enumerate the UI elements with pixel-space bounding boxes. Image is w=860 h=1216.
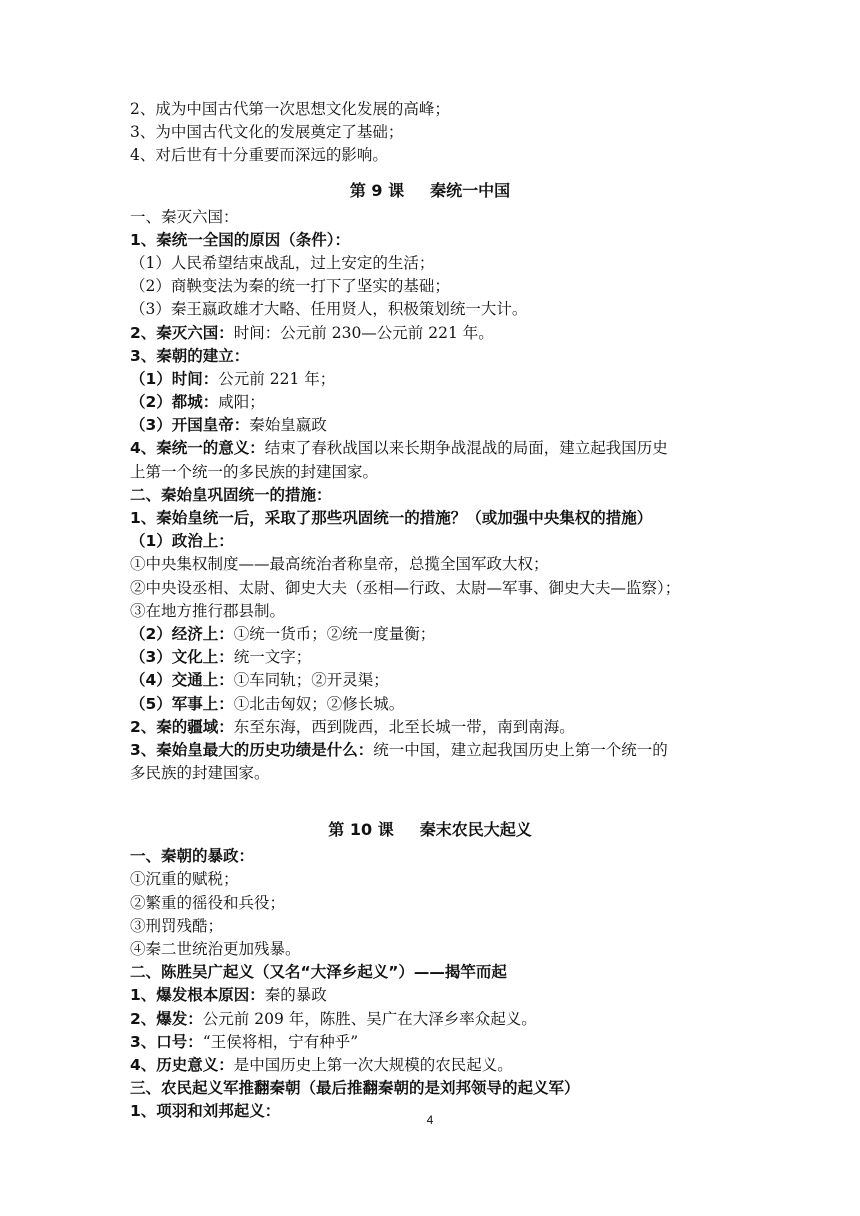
text-line [130, 345, 730, 368]
text-line [130, 530, 730, 553]
body-text: 公元前 209 年，陈胜、吴广在大泽乡率众起义。 [202, 1009, 537, 1028]
body-text: 多民族的封建国家。 [130, 764, 270, 783]
body-text: ①沉重的赋税； [130, 870, 239, 889]
text-line [130, 762, 730, 785]
body-text: ①统一货币；②统一度量衡； [233, 624, 436, 643]
bold-heading: （3）文化上： [130, 648, 234, 667]
lesson-9-body [130, 206, 730, 786]
bold-heading: 二、陈胜吴广起义（又名“大泽乡起义”）——揭竿而起 [130, 963, 507, 982]
body-text: ③刑罚残酷； [130, 916, 224, 935]
text-line [130, 368, 730, 391]
text-line [130, 437, 730, 460]
body-text: ①车同轨；②开灵渠； [233, 671, 389, 690]
body-text: ②中央设丞相、太尉、御史大夫（丞相—行政、太尉—军事、御史大夫—监察）； [130, 578, 681, 597]
bold-heading: 三、农民起义军推翻秦朝（最后推翻秦朝的是刘邦领导的起义军） [130, 1079, 580, 1098]
text-line [130, 984, 730, 1007]
text-line [130, 1008, 730, 1031]
text-line [130, 623, 730, 646]
text-line [130, 669, 730, 692]
text-line [130, 693, 730, 716]
text-line: 4、对后世有十分重要而深远的影响。 [130, 146, 388, 165]
text-line [130, 229, 730, 252]
body-text: ④秦二世统治更加残暴。 [130, 940, 301, 958]
body-text: 秦始皇嬴政 [249, 416, 327, 435]
bold-heading: （3）开国皇帝： [130, 416, 250, 435]
body-text: 东至东海，西到陇西，北至长城一带，南到南海。 [233, 717, 575, 736]
text-line [130, 845, 730, 868]
bold-heading: 4、历史意义： [130, 1055, 234, 1074]
text-line [130, 484, 730, 507]
text-line [130, 915, 730, 938]
bold-heading: （2）都城： [130, 393, 219, 412]
bold-heading: （5）军事上： [130, 694, 234, 713]
text-line [130, 1077, 730, 1100]
intro-section [130, 98, 730, 168]
body-text: （2）商鞅变法为秦的统一打下了坚实的基础； [130, 277, 450, 296]
body-text: 是中国历史上第一次大规模的农民起义。 [233, 1055, 513, 1074]
lesson-10-title [130, 815, 730, 845]
body-text: 咸阳； [218, 393, 265, 412]
text-line [130, 553, 730, 576]
text-line: 3、为中国古代文化的发展奠定了基础； [130, 123, 404, 142]
text-line [130, 322, 730, 345]
bold-heading: 2、秦的疆域： [130, 717, 234, 736]
bold-heading: 4、秦统一的意义： [130, 439, 265, 458]
text-line [130, 600, 730, 623]
text-line [130, 461, 730, 484]
bold-heading: 3、口号： [130, 1032, 203, 1051]
text-line [130, 1031, 730, 1054]
bold-heading: 一、秦朝的暴政： [130, 847, 255, 866]
text-line: 2、成为中国古代第一次思想文化发展的高峰； [130, 100, 450, 118]
body-text: ②繁重的徭役和兵役； [130, 893, 286, 912]
body-text: ③在地方推行郡县制。 [130, 601, 286, 620]
body-text: 公元前 221 年； [218, 369, 336, 388]
body-text: 统一中国，建立起我国历史上第一个统一的 [373, 740, 668, 759]
text-line [130, 507, 730, 530]
bold-heading: 3、秦始皇最大的历史功绩是什么： [130, 740, 374, 759]
body-text: 时间：公元前 230—公元前 221 年。 [233, 323, 494, 342]
bold-heading: 2、秦灭六国： [130, 323, 234, 342]
text-line [130, 961, 730, 984]
text-line [130, 868, 730, 891]
lesson-9-name: 秦统一中国 [430, 180, 511, 200]
text-line [130, 1054, 730, 1077]
bold-heading: 1、秦始皇统一后，采取了那些巩固统一的措施？（或加强中央集权的措施） [130, 509, 653, 527]
lesson-10-body [130, 845, 730, 1123]
bold-heading: 1、项羽和刘邦起义： [130, 1102, 281, 1121]
text-line [130, 646, 730, 669]
body-text: 统一文字； [233, 648, 312, 667]
body-text: 结束了春秋战国以来长期争战混战的局面，建立起我国历史 [264, 439, 668, 458]
page-number: 4 [426, 1113, 434, 1127]
bold-heading: 二、秦始皇巩固统一的措施： [130, 485, 332, 504]
document-page [130, 98, 730, 1124]
lesson-10-name: 秦末农民大起义 [419, 820, 532, 840]
text-line [130, 577, 730, 600]
text-line [130, 275, 730, 298]
text-line [130, 892, 730, 915]
body-text: （1）人民希望结束战乱，过上安定的生活； [130, 253, 435, 272]
text-line [130, 716, 730, 739]
text-line [130, 938, 730, 961]
bold-heading: （4）交通上： [130, 671, 234, 690]
lesson-10-number: 第 10 课 [328, 820, 394, 840]
lesson-9-title [130, 176, 730, 206]
lesson-9-number: 第 9 课 [349, 180, 405, 200]
bold-heading: 1、秦统一全国的原因（条件）： [130, 230, 351, 249]
body-text: 秦的暴政 [264, 986, 327, 1005]
body-text: “王侯将相，宁有种乎” [202, 1032, 359, 1051]
body-text: 一、秦灭六国： [130, 207, 239, 226]
text-line [130, 252, 730, 275]
bold-heading: 2、爆发： [130, 1009, 203, 1028]
bold-heading: 1、爆发根本原因： [130, 986, 265, 1005]
body-text: ①北击匈奴；②修长城。 [233, 694, 405, 713]
body-text: ①中央集权制度——最高统治者称皇帝，总揽全国军政大权； [130, 555, 549, 574]
text-line [130, 414, 730, 437]
body-text: 上第一个统一的多民族的封建国家。 [130, 462, 379, 481]
body-text: （3）秦王嬴政雄才大略、任用贤人，积极策划统一大计。 [130, 300, 528, 319]
text-line [130, 206, 730, 229]
bold-heading: （1）时间： [130, 369, 219, 388]
bold-heading: （2）经济上： [130, 624, 234, 643]
text-line [130, 391, 730, 414]
text-line [130, 739, 730, 762]
bold-heading: 3、秦朝的建立： [130, 346, 250, 365]
text-line [130, 298, 730, 321]
bold-heading: （1）政治上： [130, 532, 234, 551]
